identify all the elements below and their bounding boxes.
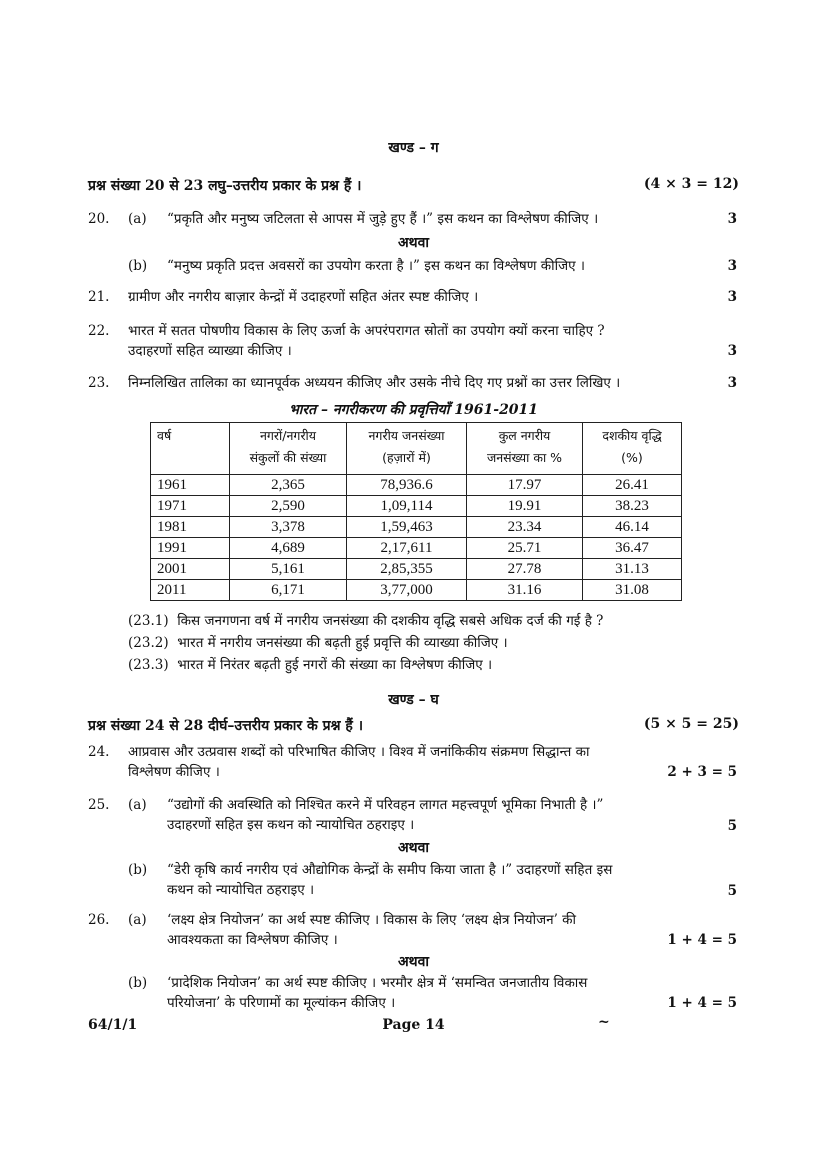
table-cell: 27.78	[467, 559, 583, 580]
option-label: (a)	[128, 797, 147, 813]
or-separator: अथवा	[397, 840, 430, 856]
table-row	[151, 538, 682, 559]
table-cell: 17.97	[467, 475, 583, 496]
sub-question-text: किस जनगणना वर्ष में नगरीय जनसंख्या की दशकीय वृद्धि सबसे अधिक दर्ज की गई है ?	[177, 613, 604, 629]
question-text: “प्रकृति और मनुष्य जटिलता से आपस में जुड़े हुए हैं ।” इस कथन का विश्लेषण कीजिए ।	[167, 211, 599, 227]
section-c-marks: (4 × 3 = 12)	[643, 176, 739, 192]
question-number: 22.	[88, 323, 110, 339]
section-c-title: खण्ड – ग	[388, 140, 439, 156]
column-header	[583, 423, 682, 475]
question-marks: 5	[727, 818, 737, 834]
header-line: कुल नगरीय	[498, 428, 551, 443]
or-separator: अथवा	[397, 235, 430, 251]
question-marks: 1 + 4 = 5	[667, 932, 737, 948]
table-cell: 2011	[151, 580, 230, 601]
table-cell: 46.14	[583, 517, 682, 538]
sub-question-text: भारत में निरंतर बढ़ती हुई नगरों की संख्या का विश्लेषण कीजिए ।	[177, 657, 493, 673]
question-marks: 3	[727, 258, 737, 274]
question-text: “उद्योगों की अवस्थिति को निश्चित करने में परिवहन लागत महत्त्वपूर्ण भूमिका निभाती है ।”	[167, 797, 604, 813]
sub-question-label: (23.3)	[128, 657, 169, 673]
urbanization-table	[150, 422, 682, 601]
paper-code: 64/1/1	[88, 1017, 138, 1033]
header-line: नगरीय जनसंख्या	[368, 428, 445, 443]
table-cell: 2,365	[230, 475, 347, 496]
header-line: नगरों/नगरीय	[259, 428, 317, 443]
column-header	[151, 423, 230, 475]
table-cell: 2,85,355	[347, 559, 467, 580]
table-caption: भारत – नगरीकरण की प्रवृत्तियाँ 1961-2011	[288, 402, 539, 418]
question-text: विश्लेषण कीजिए ।	[128, 764, 220, 780]
question-number: 23.	[88, 375, 110, 391]
option-label: (a)	[128, 211, 147, 227]
question-number: 25.	[88, 797, 110, 813]
question-text: भारत में सतत पोषणीय विकास के लिए ऊर्जा के अपरंपरागत स्रोतों का उपयोग क्यों करना चाहिए ?	[128, 323, 605, 339]
table-cell: 31.13	[583, 559, 682, 580]
table-cell: 19.91	[467, 496, 583, 517]
section-d-title: खण्ड – घ	[388, 692, 439, 708]
question-number: 20.	[88, 211, 110, 227]
option-label: (a)	[128, 912, 147, 928]
table-row	[151, 559, 682, 580]
question-number: 21.	[88, 289, 110, 305]
question-text: परियोजना’ के परिणामों का मूल्यांकन कीजिए ।	[167, 995, 396, 1011]
question-marks: 3	[727, 343, 737, 359]
table-row	[151, 580, 682, 601]
question-text: उदाहरणों सहित इस कथन को न्यायोचित ठहराइए ।	[167, 817, 415, 833]
table-row	[151, 496, 682, 517]
header-line: (हज़ारों में)	[382, 450, 431, 465]
table-cell: 1991	[151, 538, 230, 559]
sub-question	[128, 611, 603, 632]
section-d-instruction: प्रश्न संख्या 24 से 28 दीर्घ–उत्तरीय प्रकार के प्रश्न हैं ।	[88, 718, 364, 734]
table-cell: 25.71	[467, 538, 583, 559]
question-text: “मनुष्य प्रकृति प्रदत्त अवसरों का उपयोग करता है ।” इस कथन का विश्लेषण कीजिए ।	[167, 258, 586, 274]
question-number: 26.	[88, 912, 110, 928]
table-cell: 1,59,463	[347, 517, 467, 538]
table-row	[151, 517, 682, 538]
table-cell: 3,378	[230, 517, 347, 538]
header-line: वर्ष	[157, 428, 172, 443]
question-text: उदाहरणों सहित व्याख्या कीजिए ।	[128, 343, 292, 359]
page-number: Page 14	[382, 1017, 445, 1033]
table-cell: 1971	[151, 496, 230, 517]
question-text: ग्रामीण और नगरीय बाज़ार केन्द्रों में उदाहरणों सहित अंतर स्पष्ट कीजिए ।	[128, 289, 479, 305]
table-cell: 78,936.6	[347, 475, 467, 496]
header-line: दशकीय वृद्धि	[602, 428, 662, 443]
option-label: (b)	[128, 862, 148, 878]
sub-question-label: (23.2)	[128, 635, 169, 651]
column-header	[230, 423, 347, 475]
sub-question	[128, 655, 492, 676]
question-text: “डेरी कृषि कार्य नगरीय एवं औद्योगिक केन्द्रों के समीप किया जाता है ।” उदाहरणों सहित इस	[167, 862, 613, 878]
footer-mark: ~	[598, 1014, 610, 1030]
question-number: 24.	[88, 744, 110, 760]
or-separator: अथवा	[397, 954, 430, 970]
table-cell: 36.47	[583, 538, 682, 559]
table-cell: 31.16	[467, 580, 583, 601]
question-marks: 2 + 3 = 5	[667, 764, 737, 780]
column-header	[347, 423, 467, 475]
table-cell: 1981	[151, 517, 230, 538]
table-cell: 2,17,611	[347, 538, 467, 559]
table-cell: 31.08	[583, 580, 682, 601]
table-cell: 23.34	[467, 517, 583, 538]
question-text: ‘प्रादेशिक नियोजन’ का अर्थ स्पष्ट कीजिए । भरमौर क्षेत्र में ‘समन्वित जनजातीय विकास	[167, 975, 588, 991]
table-cell: 5,161	[230, 559, 347, 580]
section-d-marks: (5 × 5 = 25)	[643, 716, 739, 732]
question-text: आप्रवास और उत्प्रवास शब्दों को परिभाषित कीजिए । विश्व में जनांकिकीय संक्रमण सिद्धान्त का	[128, 744, 590, 760]
option-label: (b)	[128, 258, 148, 274]
question-text: निम्नलिखित तालिका का ध्यानपूर्वक अध्ययन कीजिए और उसके नीचे दिए गए प्रश्नों का उत्तर लिखिए ।	[128, 375, 621, 391]
table-cell: 38.23	[583, 496, 682, 517]
question-text: आवश्यकता का विश्लेषण कीजिए ।	[167, 932, 338, 948]
table-cell: 1,09,114	[347, 496, 467, 517]
question-text: कथन को न्यायोचित ठहराइए ।	[167, 882, 315, 898]
question-marks: 3	[727, 211, 737, 227]
question-marks: 5	[727, 883, 737, 899]
table-row	[151, 475, 682, 496]
table-header-row	[151, 423, 682, 475]
table-cell: 3,77,000	[347, 580, 467, 601]
option-label: (b)	[128, 975, 148, 991]
header-line: संकुलों की संख्या	[249, 450, 327, 465]
question-text: ‘लक्ष्य क्षेत्र नियोजन’ का अर्थ स्पष्ट कीजिए । विकास के लिए ‘लक्ष्य क्षेत्र नियोजन’ की	[167, 912, 577, 928]
table-cell: 2001	[151, 559, 230, 580]
header-line: (%)	[621, 450, 643, 465]
table-cell: 1961	[151, 475, 230, 496]
table-cell: 2,590	[230, 496, 347, 517]
column-header	[467, 423, 583, 475]
question-marks: 3	[727, 289, 737, 305]
sub-question-text: भारत में नगरीय जनसंख्या की बढ़ती हुई प्रवृत्ति की व्याख्या कीजिए ।	[177, 635, 508, 651]
question-marks: 1 + 4 = 5	[667, 995, 737, 1011]
table-cell: 4,689	[230, 538, 347, 559]
section-c-instruction: प्रश्न संख्या 20 से 23 लघु–उत्तरीय प्रकार के प्रश्न हैं ।	[88, 178, 362, 194]
header-line: जनसंख्या का %	[486, 450, 563, 465]
table-cell: 6,171	[230, 580, 347, 601]
table-cell: 26.41	[583, 475, 682, 496]
question-marks: 3	[727, 375, 737, 391]
sub-question	[128, 633, 508, 654]
sub-question-label: (23.1)	[128, 613, 169, 629]
